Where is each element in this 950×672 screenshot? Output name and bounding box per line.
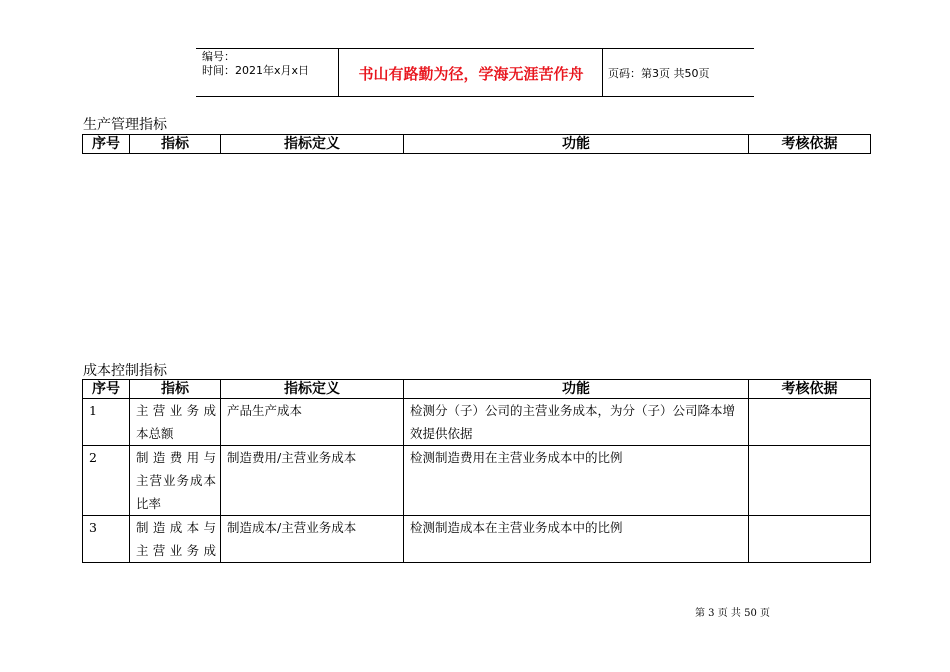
cell-no: 1 bbox=[83, 399, 130, 446]
col-header-no: 序号 bbox=[83, 135, 130, 154]
table-header-row bbox=[83, 380, 871, 399]
production-table bbox=[82, 134, 871, 154]
cell-function: 检测分（子）公司的主营业务成本，为分（子）公司降本增效提供依据 bbox=[404, 399, 749, 446]
cell-basis bbox=[749, 516, 871, 563]
cell-definition: 制造成本/主营业务成本 bbox=[221, 516, 404, 563]
col-header-definition: 指标定义 bbox=[221, 135, 404, 154]
table-header-row bbox=[83, 135, 871, 154]
cell-definition: 产品生产成本 bbox=[221, 399, 404, 446]
cell-indicator bbox=[130, 399, 221, 446]
col-header-indicator: 指标 bbox=[130, 135, 221, 154]
section-title-cost-control: 成本控制指标 bbox=[83, 363, 167, 379]
col-header-function: 功能 bbox=[404, 380, 749, 399]
cost-control-table bbox=[82, 379, 871, 563]
cell-indicator bbox=[130, 516, 221, 563]
table-row bbox=[83, 399, 871, 446]
cell-function: 检测制造费用在主营业务成本中的比例 bbox=[404, 446, 749, 516]
indicator-line: 本总额 bbox=[136, 426, 174, 441]
header-divider-right bbox=[602, 48, 603, 96]
section-title-production: 生产管理指标 bbox=[83, 117, 167, 133]
page-footer: 第 3 页 共 50 页 bbox=[695, 608, 770, 619]
cell-function: 检测制造成本在主营业务成本中的比例 bbox=[404, 516, 749, 563]
indicator-line: 制造费用与 bbox=[136, 450, 216, 465]
header-motto: 书山有路勤为径，学海无涯苦作舟 bbox=[358, 65, 584, 83]
indicator-line: 比率 bbox=[136, 496, 162, 511]
header-top-rule bbox=[196, 48, 754, 49]
col-header-definition: 指标定义 bbox=[221, 380, 404, 399]
indicator-line: 主营业务成 bbox=[136, 403, 216, 418]
table-row bbox=[83, 446, 871, 516]
header-meta bbox=[202, 50, 309, 78]
cell-definition: 制造费用/主营业务成本 bbox=[221, 446, 404, 516]
cell-indicator bbox=[130, 446, 221, 516]
header-divider-left bbox=[338, 48, 339, 96]
col-header-basis: 考核依据 bbox=[749, 380, 871, 399]
header-page-label: 页码：第3页 共50页 bbox=[608, 67, 710, 80]
cell-basis bbox=[749, 446, 871, 516]
cell-basis bbox=[749, 399, 871, 446]
header-number-label: 编号： bbox=[202, 50, 235, 63]
header-bottom-rule bbox=[196, 96, 754, 97]
col-header-basis: 考核依据 bbox=[749, 135, 871, 154]
indicator-line: 制造成本与 bbox=[136, 520, 216, 535]
col-header-function: 功能 bbox=[404, 135, 749, 154]
table-row bbox=[83, 516, 871, 563]
indicator-line: 主营业务成 bbox=[136, 543, 216, 558]
cell-no: 2 bbox=[83, 446, 130, 516]
cell-no: 3 bbox=[83, 516, 130, 563]
col-header-no: 序号 bbox=[83, 380, 130, 399]
indicator-line: 主营业务成本 bbox=[136, 473, 216, 488]
header-time-label: 时间：2021年x月x日 bbox=[202, 64, 310, 77]
col-header-indicator: 指标 bbox=[130, 380, 221, 399]
